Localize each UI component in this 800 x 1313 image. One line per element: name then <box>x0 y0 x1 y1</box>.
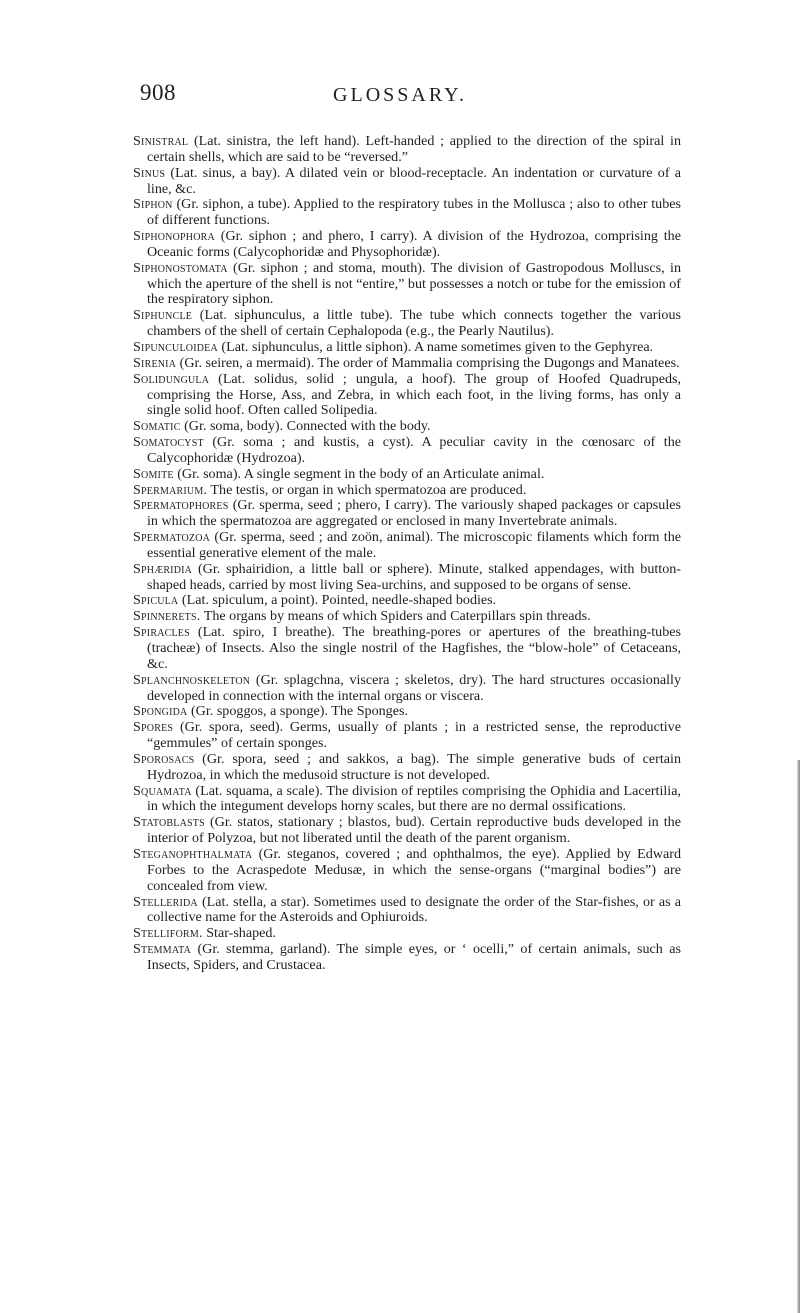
entry-definition: (Gr. siphon ; and stoma, mouth). The division of Gastropodous Molluscs, in which the aperture of the shell is not “entire,” but possesses a notch or tube for the emission of the respiratory siphon. <box>147 259 681 308</box>
page-number: 908 <box>140 80 176 105</box>
glossary-entry <box>133 720 681 752</box>
entry-definition: (Lat. sinistra, the left hand). Left-handed ; applied to the direction of the spiral in certain shells, which are said to be “reversed.” <box>147 133 681 165</box>
entry-definition: (Gr. soma, body). Connected with the body. <box>184 418 431 435</box>
glossary-entries <box>133 134 681 974</box>
entry-definition: (Lat. stella, a star). Sometimes used to designate the order of the Star-fishes, or as a collective name for the Asteroids and Ophiuroids. <box>147 893 681 926</box>
entry-definition: The organs by means of which Spiders and Caterpillars spin threads. <box>203 608 591 625</box>
entry-term: Spermarium. <box>133 481 208 498</box>
glossary-entry <box>133 197 681 229</box>
entry-term: Spicula <box>133 592 179 609</box>
entry-definition: (Lat. siphunculus, a little tube). The tube which connects together the various chambers of the shell of certain Cephalopoda (e.g., the Pearly Nautilus). <box>147 307 681 340</box>
glossary-entry <box>133 593 681 609</box>
glossary-entry <box>133 609 681 625</box>
entry-definition: (Gr. stemma, garland). The simple eyes, or ‘ ocelli,” of certain animals, such as Insects, Spiders, and Crustacea. <box>147 941 681 973</box>
glossary-entry <box>133 308 681 340</box>
entry-definition: (Lat. spiculum, a point). Pointed, needle-shaped bodies. <box>181 592 497 609</box>
entry-definition: (Gr. sperma, seed ; and zoön, animal). The microscopic filaments which form the essential generative element of the male. <box>147 529 681 561</box>
entry-definition: (Gr. spora, seed ; and sakkos, a bag). The simple generative buds of certain Hydrozoa, in which the medusoid structure is not developed. <box>147 750 682 783</box>
entry-definition: (Lat. squama, a scale). The division of reptiles comprising the Ophidia and Lacertilia, in which the integument develops horny scales, but there are no dermal ossifications. <box>147 782 681 815</box>
glossary-entry <box>133 261 681 309</box>
entry-term: Spinnerets. <box>133 608 201 625</box>
entry-term: Siphon <box>133 196 173 213</box>
entry-term: Squamata <box>133 782 192 799</box>
entry-term: Siphonostomata <box>133 259 228 276</box>
glossary-entry <box>133 942 681 974</box>
glossary-entry <box>133 435 681 467</box>
entry-definition: (Gr. splagchna, viscera ; skeletos, dry). The hard structures occasionally developed in connection with the internal organs or viscera. <box>147 671 681 704</box>
entry-term: Sphæridia <box>133 560 193 577</box>
running-head: GLOSSARY. <box>333 84 467 106</box>
entry-term: Siphuncle <box>133 307 193 324</box>
entry-term: Splanchnoskeleton <box>133 671 251 688</box>
entry-term: Sinistral <box>133 133 189 149</box>
entry-definition: (Gr. statos, stationary ; blastos, bud). Certain reproductive buds developed in the interior of Polyzoa, but not liberated until the death of the parent organism. <box>147 814 681 847</box>
entry-definition: Star-shaped. <box>206 925 276 942</box>
glossary-entry <box>133 356 681 372</box>
entry-definition: (Gr. spora, seed). Germs, usually of plants ; in a restricted sense, the reproductive “gemmules” of certain sponges. <box>147 719 681 752</box>
page-header <box>0 80 800 114</box>
entry-definition: (Gr. soma ; and kustis, a cyst). A peculiar cavity in the cœnosarc of the Calycophoridæ (Hydrozoa). <box>147 434 682 466</box>
entry-term: Sporosacs <box>133 750 195 767</box>
glossary-entry <box>133 625 681 673</box>
entry-definition: (Gr. sperma, seed ; phero, I carry). The variously shaped packages or capsules in which the spermatozoa are aggregated or enclosed in many Invertebrate animals. <box>147 497 681 530</box>
entry-definition: (Gr. soma). A single segment in the body of an Articulate animal. <box>177 465 545 482</box>
glossary-entry <box>133 134 681 166</box>
entry-term: Spiracles <box>133 624 190 641</box>
glossary-entry <box>133 498 681 530</box>
entry-definition: (Lat. sinus, a bay). A dilated vein or blood-receptacle. An indentation or curvature of a line, &c. <box>147 164 681 197</box>
entry-term: Spongida <box>133 703 188 720</box>
entry-definition: (Gr. sphairidion, a little ball or sphere). Minute, stalked appendages, with button-shaped heads, carried by most living Sea-urchins, and supposed to be organs of sense. <box>147 560 681 593</box>
glossary-entry <box>133 530 681 562</box>
glossary-entry <box>133 166 681 198</box>
entry-term: Sipunculoidea <box>133 338 218 355</box>
entry-definition: (Lat. solidus, solid ; ungula, a hoof). The group of Hoofed Quadrupeds, comprising the Horse, Ass, and Zebra, in which each foot, in the living forms, has only a single solid hoof. Often called Solipedia. <box>147 370 681 419</box>
glossary-entry <box>133 926 681 942</box>
glossary-entry <box>133 752 681 784</box>
glossary-entry <box>133 895 681 927</box>
entry-definition: (Gr. siphon ; and phero, I carry). A division of the Hydrozoa, comprising the Oceanic forms (Calycophoridæ and Physophoridæ). <box>147 228 681 260</box>
entry-term: Stelliform. <box>133 925 203 942</box>
glossary-entry <box>133 340 681 356</box>
entry-term: Stemmata <box>133 941 192 958</box>
entry-term: Somite <box>133 465 174 482</box>
entry-term: Somatic <box>133 418 181 435</box>
glossary-entry <box>133 673 681 705</box>
entry-term: Spermatophores <box>133 497 229 514</box>
entry-term: Solidungula <box>133 370 210 387</box>
entry-term: Siphonophora <box>133 228 215 245</box>
entry-definition: (Lat. siphunculus, a little siphon). A name sometimes given to the Gephyrea. <box>221 338 654 355</box>
entry-term: Sinus <box>133 164 166 181</box>
entry-term: Statoblasts <box>133 814 205 831</box>
glossary-entry <box>133 483 681 499</box>
entry-definition: (Gr. steganos, covered ; and ophthalmos, the eye). Applied by Edward Forbes to the Acraspedote Medusæ, in which the sense-organs (“marginal bodies”) are concealed from view. <box>147 845 682 894</box>
entry-definition: The testis, or organ in which spermatozoa are produced. <box>210 481 527 498</box>
glossary-entry <box>133 704 681 720</box>
entry-term: Spores <box>133 719 174 736</box>
entry-definition: (Gr. seiren, a mermaid). The order of Mammalia comprising the Dugongs and Manatees. <box>179 354 680 371</box>
glossary-entry <box>133 815 681 847</box>
entry-definition: (Lat. spiro, I breathe). The breathing-pores or apertures of the breathing-tubes (tracheæ) of Insects. Also the single nostril of the Hagfishes, the “blow-hole” of Cetaceans, &c. <box>147 624 681 672</box>
entry-definition: (Gr. siphon, a tube). Applied to the respiratory tubes in the Mollusca ; also to other tubes of different functions. <box>147 196 682 229</box>
glossary-entry <box>133 847 681 895</box>
entry-term: Sirenia <box>133 354 177 371</box>
glossary-entry <box>133 562 681 594</box>
entry-term: Steganophthalmata <box>133 845 253 862</box>
glossary-entry <box>133 467 681 483</box>
glossary-entry <box>133 784 681 816</box>
entry-term: Stelleridа <box>133 893 198 910</box>
glossary-entry <box>133 229 681 261</box>
entry-term: Spermatozoa <box>133 529 211 546</box>
glossary-entry <box>133 419 681 435</box>
entry-definition: (Gr. spoggos, a sponge). The Sponges. <box>190 703 408 720</box>
glossary-entry <box>133 372 681 420</box>
entry-term: Somatocyst <box>133 434 204 451</box>
